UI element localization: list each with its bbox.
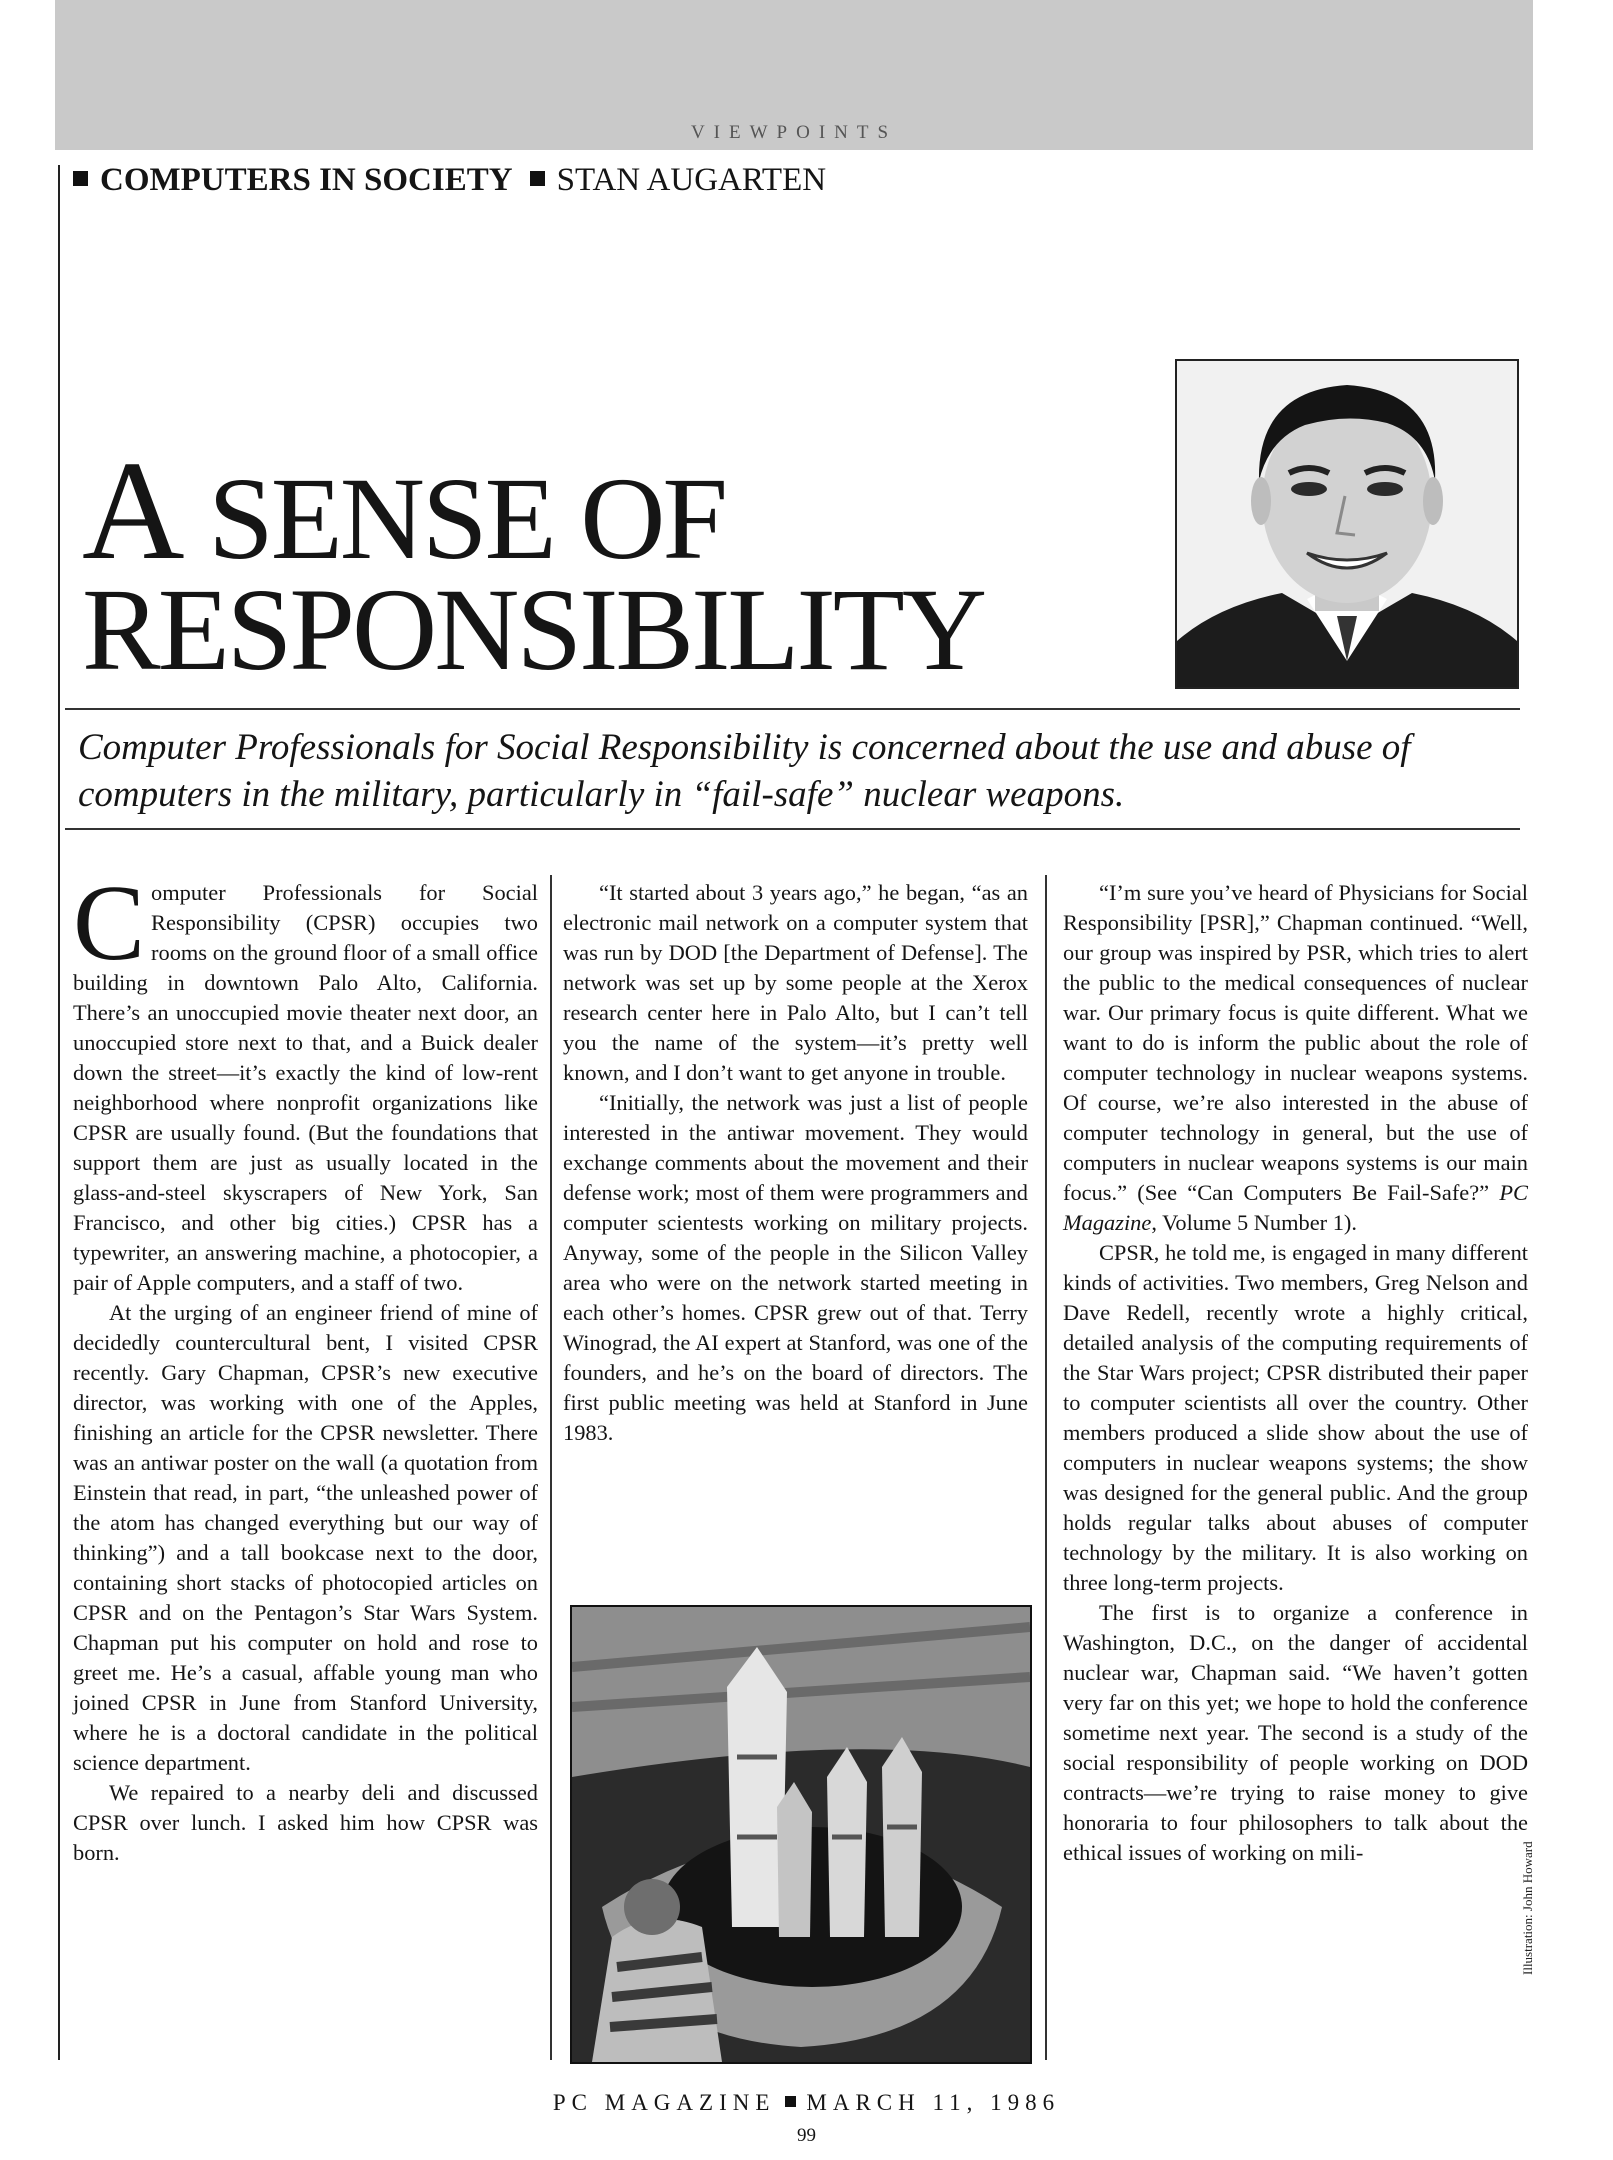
- illustration-credit: Illustration: John Howard: [1520, 1841, 1535, 1975]
- department-label: COMPUTERS IN SOCIETY: [100, 162, 512, 198]
- deck-rule-top: [65, 708, 1520, 710]
- deck: Computer Professionals for Social Responsibility is concerned about the use and abuse of computers in the military, particularly in “fail-safe” nuclear weapons.: [78, 727, 1411, 815]
- magazine-name: PC MAGAZINE: [552, 2090, 776, 2115]
- paragraph: We repaired to a nearby deli and discussed CPSR over lunch. I asked him how CPSR was born.: [73, 1780, 538, 1865]
- deck-rule-bottom: [65, 828, 1520, 830]
- left-margin-rule: [58, 165, 60, 2060]
- paragraph: “It started about 3 years ago,” he began, “as an electronic mail network on a computer system that was run by DOD [the Department of Defense]. The network was set up by some people at the Xerox research center here in Palo Alto, but I can’t tell you the name of the system—it’s pretty well known, and I don’t want to get anyone in trouble.: [563, 880, 1028, 1085]
- headline-line1: SENSE OF: [181, 453, 726, 584]
- body-column-3: [1063, 878, 1528, 1868]
- square-bullet-icon: [785, 2096, 796, 2107]
- section-label: VIEWPOINTS: [690, 122, 898, 143]
- drop-cap: C: [73, 864, 146, 983]
- author-name: STAN AUGARTEN: [556, 162, 827, 198]
- paragraph: “Initially, the network was just a list of people interested in the antiwar movement. They would exchange comments about the movement and their defense work; most of them were programmers and computer scientests working on military projects. Anyway, some of the people in the Silicon Valley area who were on the network started meeting in each other’s homes. CPSR grew out of that. Terry Winograd, the AI expert at Stanford, was one of the founders, and he’s on the board of directors. The first public meeting was held at Stanford in June 1983.: [563, 1090, 1028, 1445]
- column-rule-2: [1045, 875, 1047, 2060]
- kicker: [73, 162, 826, 199]
- paragraph: The first is to organize a conference in Washington, D.C., on the danger of accidental nuclear war, Chapman said. “We haven’t gotten very far on this yet; we hope to hold the conference sometime next year. The second is a study of the social responsibility of people working on DOD contracts—we’re trying to raise money to give honoraria to four philosophers to talk about the ethical issues of working on mili-: [1063, 1600, 1528, 1865]
- author-photo: [1175, 359, 1519, 689]
- page-number: 99: [797, 2125, 816, 2146]
- headline-line2: RESPONSIBILITY: [82, 563, 985, 695]
- page-footer: [0, 2090, 1613, 2116]
- column-rule-1: [550, 875, 552, 2060]
- square-bullet-icon: [73, 171, 88, 186]
- issue-date: MARCH 11, 1986: [806, 2090, 1061, 2115]
- paragraph: At the urging of an engineer friend of mine of decidedly countercultural bent, I visited CPSR recently. Gary Chapman, CPSR’s new executive director, was working with one of the Apples, finishing an article for the CPSR newsletter. There was an antiwar poster on the wall (a quotation from Einstein that read, in part, “the unleashed power of the atom has changed everything but our way of thinking”) and a tall bookcase next to the door, containing short stacks of photocopied articles on CPSR and on the Pentagon’s Star Wars System. Chapman put his computer on hold and rose to greet me. He’s a casual, affable young man who joined CPSR in June from Stanford University, where he is a doctoral candidate in the political science department.: [73, 1300, 538, 1775]
- body-column-1: [73, 864, 538, 1868]
- body-column-2: [563, 878, 1028, 1448]
- headline: [82, 431, 1122, 695]
- square-bullet-icon: [530, 171, 545, 186]
- paragraph: Computer Professionals for Social Responsibility (CPSR) occupies two rooms on the ground floor of a small office building in downtown Palo Alto, California. There’s an unoccupied movie theater next door, an unoccupied store next to that, and a Buick dealer down the street—it’s exactly the kind of low-rent neighborhood where nonprofit organizations like CPSR are usually found. (But the foundations that support them are just as usually located in the glass-and-steel skyscrapers of New York, San Francisco, and other big cities.) CPSR has a typewriter, an answering machine, a photocopier, a pair of Apple computers, and a staff of two.: [73, 864, 538, 1295]
- paragraph: “I’m sure you’ve heard of Physicians for Social Responsibility [PSR],” Chapman continued. “Well, our group was inspired by PSR, which tries to alert the public to the medical consequences of nuclear war. Our primary focus is quite different. What we want to do is inform the public about the role of computer technology in nuclear weapons systems. Of course, we’re also interested in the abuse of computer technology in general, but the use of computers in nuclear weapons systems is our main focus.” (See “Can Computers Be Fail-Safe?” PC Magazine, Volume 5 Number 1).: [1063, 880, 1528, 1235]
- missile-illustration: [570, 1605, 1032, 2064]
- headline-initial: A: [82, 431, 182, 589]
- paragraph: CPSR, he told me, is engaged in many different kinds of activities. Two members, Greg Nelson and Dave Redell, recently wrote a highly critical, detailed analysis of the computing requirements of the Star Wars project; CPSR distributed their paper to computer scientists all over the country. Other members produced a slide show about the use of computers in nuclear weapons systems; the show was designed for the general public. And the group holds regular talks about abuses of computer technology by the military. It is also working on three long-term projects.: [1063, 1240, 1528, 1595]
